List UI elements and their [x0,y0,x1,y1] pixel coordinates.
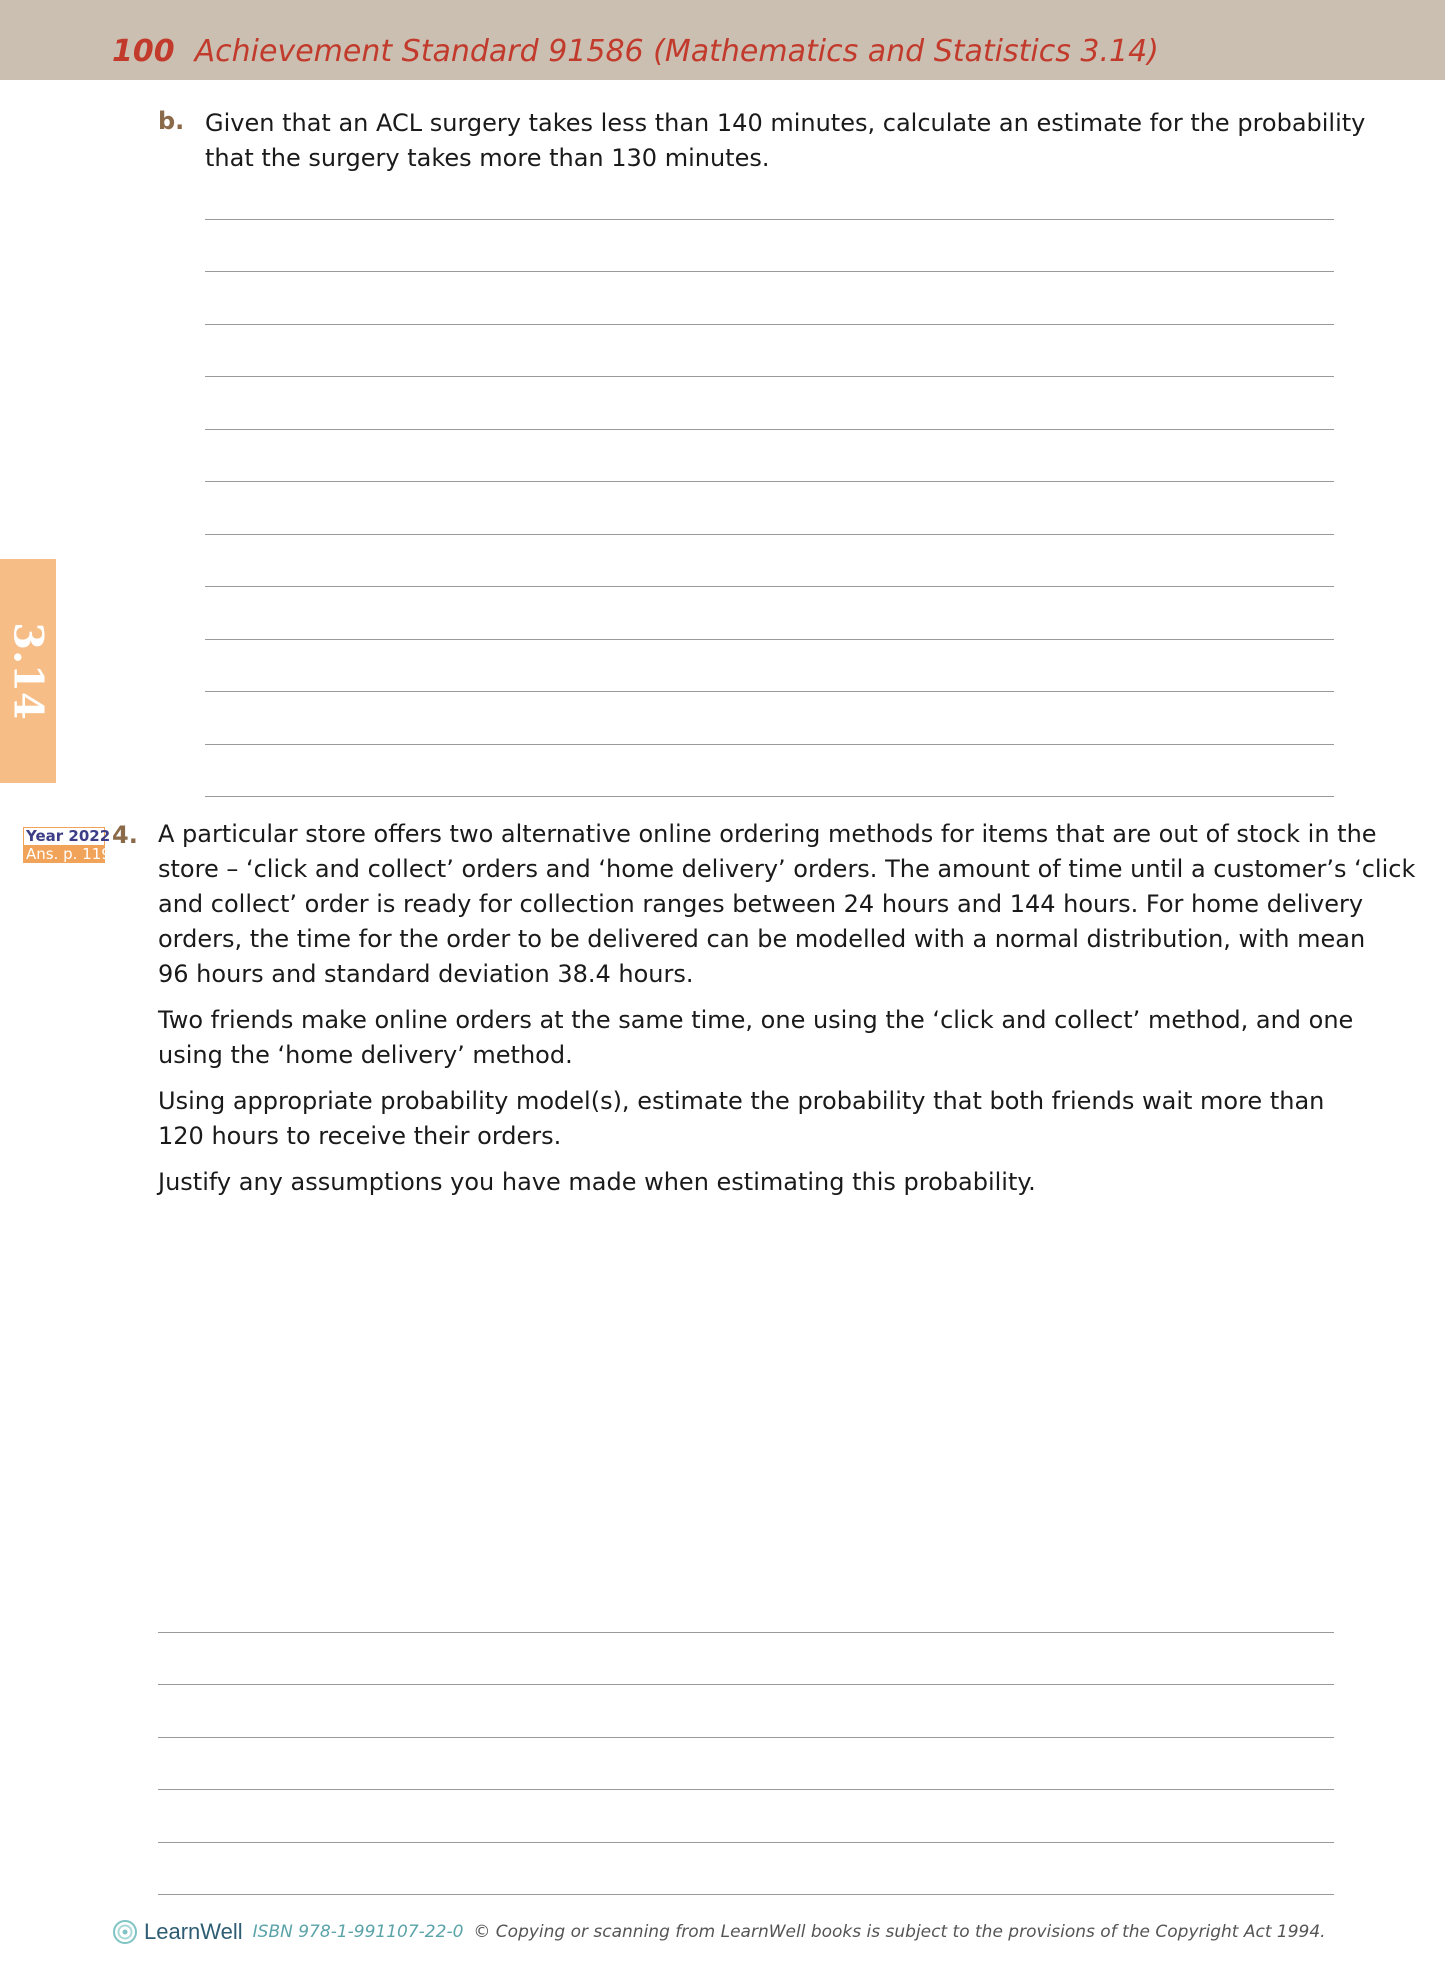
footer-brand: LearnWell [144,1919,243,1944]
question-4-text [158,817,1415,1211]
question-4-number: 4. [112,821,138,849]
text-line: orders, the time for the order to be delivered can be modelled with a normal distribution, with mean [158,925,1366,953]
section-tab-label: 3.14 [4,622,52,720]
page-footer [112,1919,1326,1945]
question-b-text [205,106,1365,176]
year-badge [23,827,111,863]
badge-year: Year 2022 [23,827,105,846]
text-line: 120 hours to receive their orders. [158,1122,562,1150]
answer-line[interactable] [205,639,1334,640]
text-line: store – ‘click and collect’ orders and ‘home delivery’ orders. The amount of time until a customer’s ‘click [158,855,1416,883]
answer-line[interactable] [158,1632,1334,1633]
question-b-line: Given that an ACL surgery takes less than 140 minutes, calculate an estimate for the probability [205,109,1366,137]
question-b-label: b. [158,107,185,135]
answer-line[interactable] [205,271,1334,272]
answer-line[interactable] [205,796,1334,797]
answer-line[interactable] [158,1737,1334,1738]
learnwell-logo-icon [112,1919,138,1945]
answer-line[interactable] [205,534,1334,535]
answer-line[interactable] [158,1789,1334,1790]
question-b-line: that the surgery takes more than 130 minutes. [205,144,770,172]
text-line: 96 hours and standard deviation 38.4 hours. [158,960,694,988]
page-number: 100 [112,34,175,69]
answer-line[interactable] [158,1842,1334,1843]
text-line: and collect’ order is ready for collection ranges between 24 hours and 144 hours. For home delivery [158,890,1364,918]
question-4-paragraph-1 [158,817,1415,992]
standard-title: Achievement Standard 91586 (Mathematics and Statistics 3.14) [194,34,1159,69]
text-line: Two friends make online orders at the same time, one using the ‘click and collect’ method, and one [158,1006,1354,1034]
question-4-paragraph-3 [158,1084,1415,1154]
answer-line[interactable] [205,744,1334,745]
answer-line[interactable] [205,481,1334,482]
text-line: A particular store offers two alternative online ordering methods for items that are out of stock in the [158,820,1377,848]
footer-copyright: © Copying or scanning from LearnWell books is subject to the provisions of the Copyright Act 1994. [473,1922,1326,1942]
text-line: using the ‘home delivery’ method. [158,1041,573,1069]
text-line: Using appropriate probability model(s), estimate the probability that both friends wait more than [158,1087,1325,1115]
question-4-paragraph-2 [158,1003,1415,1073]
answer-line[interactable] [205,376,1334,377]
header-title [112,34,1159,69]
footer-isbn: ISBN 978-1-991107-22-0 [252,1922,464,1942]
answer-line[interactable] [158,1684,1334,1685]
question-4-paragraph-4: Justify any assumptions you have made when estimating this probability. [158,1168,1036,1196]
answer-line[interactable] [205,586,1334,587]
answer-line[interactable] [205,429,1334,430]
answer-line[interactable] [205,219,1334,220]
answer-line[interactable] [205,324,1334,325]
answer-line[interactable] [205,691,1334,692]
answer-line[interactable] [158,1894,1334,1895]
badge-answer-ref[interactable]: Ans. p. 119 [23,846,105,863]
